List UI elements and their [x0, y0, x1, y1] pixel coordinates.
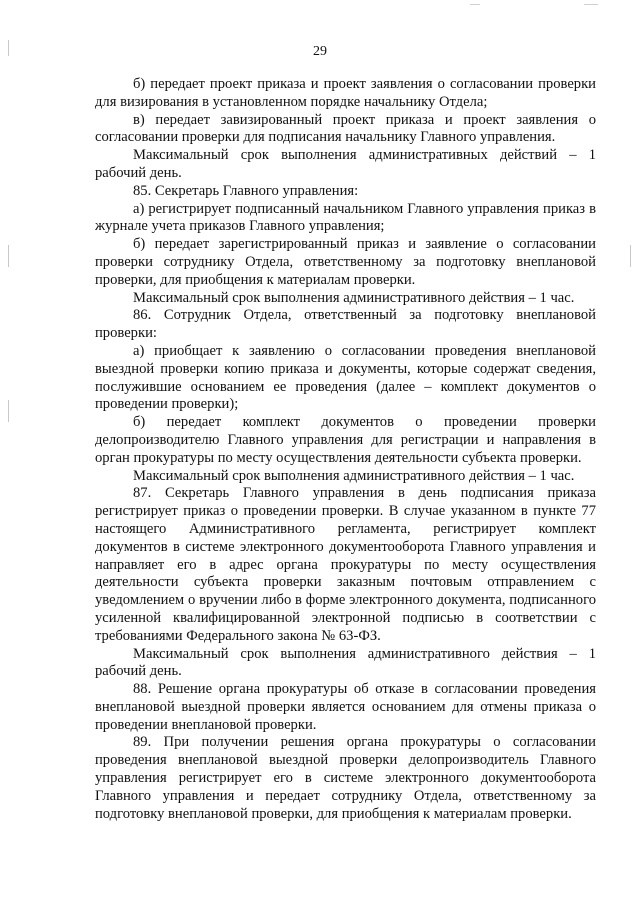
paragraph: а) приобщает к заявлению о согласовании проведения внеплановой выездной проверки копию приказа и документы, которые содержат сведения, послужившие основанием ее проведения (далее – комплект документов о проведении проверки); — [95, 342, 596, 413]
paragraph: Максимальный срок выполнения административного действия – 1 час. — [133, 289, 575, 306]
paragraph: Максимальный срок выполнения административного действия – 1 час. — [133, 467, 575, 484]
paragraph: б) передает комплект документов о проведении проверки делопроизводителю Главного управления для регистрации и направления в орган прокуратуры по месту осуществления деятельности субъекта проверки. — [95, 414, 596, 466]
page-number: 29 — [313, 44, 327, 59]
paragraph: б) передает зарегистрированный приказ и заявление о согласовании проверки сотруднику Отдела, ответственному за подготовку внеплановой проверки, для приобщения к материалам проверки. — [95, 236, 596, 288]
document-body — [95, 76, 596, 823]
scan-mark — [470, 4, 480, 5]
paragraph: б) передает проект приказа и проект заявления о согласовании проверки для визирования в установленном порядке начальнику Отдела; — [95, 76, 596, 110]
paragraph: 85. Секретарь Главного управления: — [133, 182, 359, 199]
scan-mark — [584, 4, 598, 5]
paragraph: 89. При получении решения органа прокуратуры о согласовании проведения внеплановой выездной проверки делопроизводитель Главного управления регистрирует его в системе электронного документооборота Главного управления и передает сотруднику Отдела, ответственному за подготовку внеплановой проверки, для приобщения к материалам проверки. — [95, 734, 596, 822]
paragraph: Максимальный срок выполнения административных действий – 1 рабочий день. — [95, 147, 596, 181]
scan-mark — [8, 245, 9, 267]
paragraph: 86. Сотрудник Отдела, ответственный за подготовку внеплановой проверки: — [95, 307, 596, 342]
paragraph: а) регистрирует подписанный начальником Главного управления приказ в журнале учета приказов Главного управления; — [95, 200, 596, 235]
scan-mark — [630, 245, 631, 267]
paragraph: 87. Секретарь Главного управления в день подписания приказа регистрирует приказ о проведении проверки. В случае указанном в пункте 77 настоящего Административного регламента, регистрирует комплект документов в системе электронного документооборота Главного управления и направляет его в адрес органа прокуратуры по месту осуществления деятельности субъекта проверки заказным почтовым отправлением с уведомлением о вручении либо в форме электронного документа, подписанного усиленной квалифицированной электронной подписью в соответствии с требованиями Федерального закона № 63-ФЗ. — [95, 485, 596, 644]
paragraph: 88. Решение органа прокуратуры об отказе в согласовании проведения внеплановой выездной проверки является основанием для отмены приказа о проведении внеплановой проверки. — [95, 681, 596, 733]
scan-mark — [8, 400, 9, 422]
paragraph: Максимальный срок выполнения административного действия – 1 рабочий день. — [95, 645, 596, 680]
paragraph: в) передает завизированный проект приказа и проект заявления о согласовании проверки для подписания начальнику Главного управления. — [95, 111, 596, 146]
